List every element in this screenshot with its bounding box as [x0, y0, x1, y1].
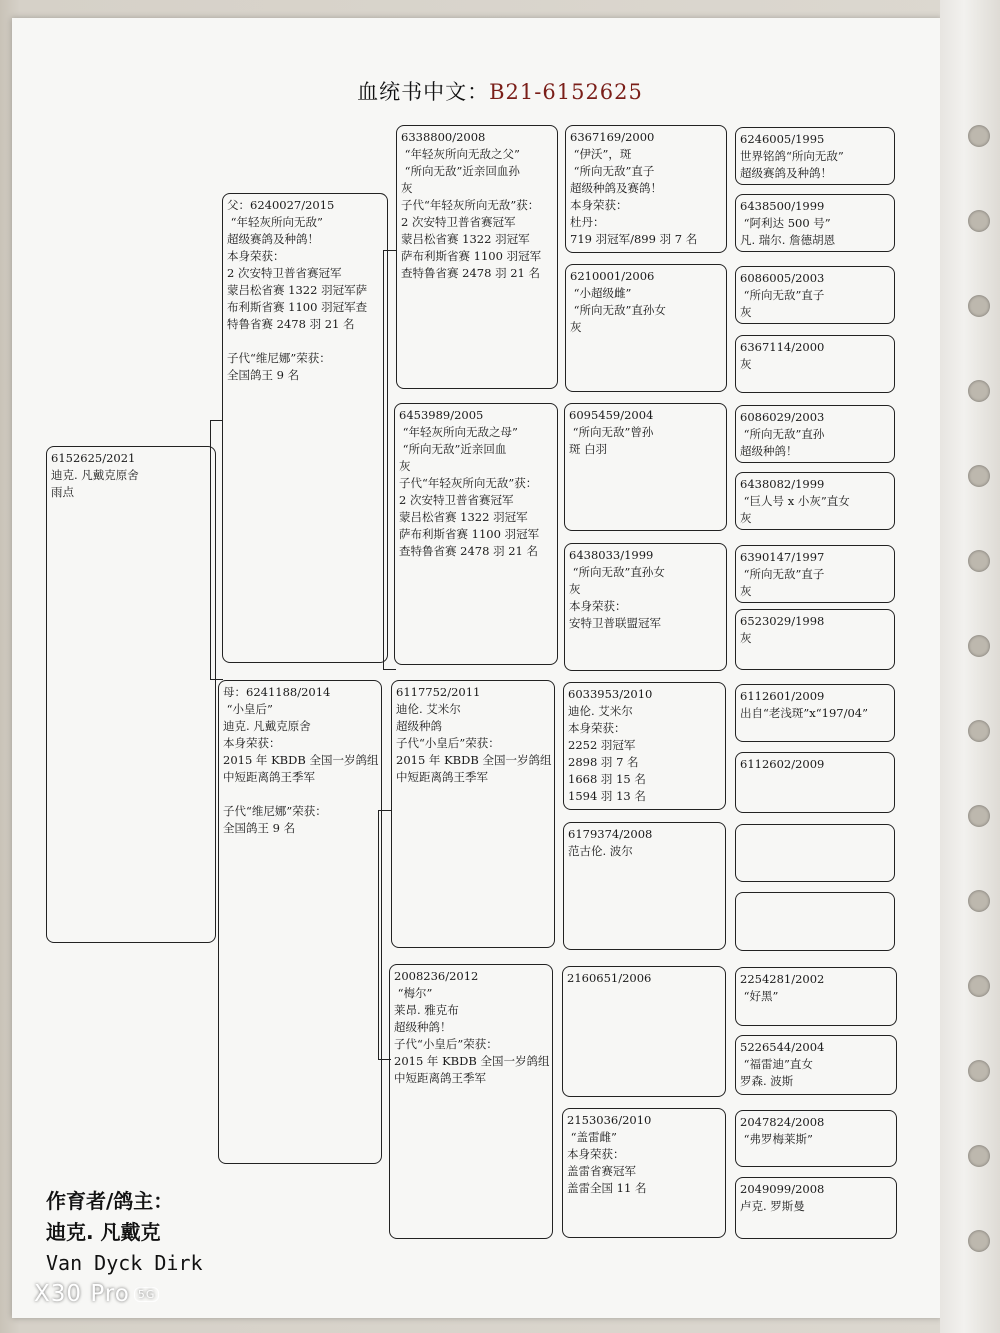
pedigree-line: 世界铭鸽“所向无敌” [740, 149, 844, 163]
pedigree-line: 莱昂. 雅克布 [394, 1003, 459, 1017]
pedigree-line: 2015 年 KBDB 全国一岁鸽组 [394, 1054, 550, 1068]
pedigree-line: 6338800/2008 [401, 130, 486, 144]
pedigree-line: 范古伦. 波尔 [568, 844, 633, 858]
pedigree-line: 超级种鸽！ [740, 444, 798, 458]
pedigree-line: 灰 [740, 631, 752, 645]
pedigree-line: “小皇后” [223, 702, 273, 716]
pedigree-line: 灰 [569, 582, 581, 596]
pedigree-line: 中短距离鸽王季军 [394, 1071, 486, 1085]
pedigree-line: 本身荣获： [569, 599, 627, 613]
gen4-box [735, 1177, 897, 1239]
pedigree-line: 灰 [399, 459, 411, 473]
binder-hole [968, 1230, 990, 1252]
pedigree-line: 本身荣获： [223, 736, 281, 750]
pedigree-line: 灰 [740, 305, 752, 319]
great-grandparent-box [564, 403, 727, 531]
great-grandparent-box [564, 543, 727, 671]
pedigree-line: 6117752/2011 [396, 685, 481, 699]
pedigree-line: 中短距离鸽王季军 [396, 770, 488, 784]
binder-hole [968, 295, 990, 317]
pedigree-line: 子代“维尼娜”荣获： [223, 804, 327, 818]
pedigree-line: 迪克. 凡戴克原舍 [223, 719, 311, 733]
pedigree-line: 2153036/2010 [567, 1113, 652, 1127]
pedigree-line: 5226544/2004 [740, 1040, 825, 1054]
pedigree-line: 6152625/2021 [51, 451, 136, 465]
camera-model: X30 Pro [34, 1281, 130, 1307]
pedigree-line: “伊沃”，斑 [570, 147, 632, 161]
pedigree-line: 6438033/1999 [569, 548, 654, 562]
plastic-sleeve-edge [940, 0, 1000, 1333]
breeder-name-en: Van Dyck Dirk [46, 1251, 203, 1275]
pedigree-line: 特鲁省赛 2478 羽 21 名 [227, 317, 355, 331]
pedigree-line: “年轻灰所向无敌之父” [401, 147, 520, 161]
pedigree-line: 6179374/2008 [568, 827, 653, 841]
pedigree-line: 719 羽冠军/899 羽 7 名 [570, 232, 698, 246]
pedigree-line: 本身荣获： [567, 1147, 625, 1161]
dam-box [218, 680, 382, 1164]
pedigree-line: 超级种鸽及赛鸽！ [570, 181, 662, 195]
pedigree-line: 本身荣获： [570, 198, 628, 212]
pedigree-line: 杜丹： [570, 215, 605, 229]
pedigree-line: 子代“小皇后”荣获： [396, 736, 500, 750]
pedigree-line: 2 次安特卫普省赛冠军 [401, 215, 516, 229]
pedigree-line: 6112602/2009 [740, 757, 825, 771]
gen4-box [735, 335, 895, 393]
pedigree-line: 安特卫普联盟冠军 [569, 616, 661, 630]
pedigree-line: 全国鸽王 9 名 [223, 821, 296, 835]
gen4-box [735, 545, 895, 603]
pedigree-line: 6112601/2009 [740, 689, 825, 703]
pedigree-line: 灰 [740, 357, 752, 371]
pedigree-line: 子代“小皇后”荣获： [394, 1037, 498, 1051]
pedigree-line: “年轻灰所向无敌” [227, 215, 323, 229]
pedigree-line: 本身荣获： [227, 249, 285, 263]
gen4-box [735, 609, 895, 670]
gen4-box [735, 684, 895, 742]
gen4-box [735, 266, 895, 324]
pedigree-line: 1668 羽 15 名 [568, 772, 646, 786]
grandparent-box [394, 403, 558, 665]
breeder-name-cn: 迪克. 凡戴克 [46, 1220, 161, 1244]
pedigree-line: 子代“维尼娜”荣获： [227, 351, 331, 365]
pedigree-line: 超级种鸽！ [394, 1020, 452, 1034]
breeder-block [46, 1186, 203, 1279]
pedigree-line: 6095459/2004 [569, 408, 654, 422]
pedigree-line: 2015 年 KBDB 全国一岁鸽组 [396, 753, 552, 767]
pedigree-line: 2252 羽冠军 [568, 738, 636, 752]
pedigree-line: 2160651/2006 [567, 971, 652, 985]
binder-hole [968, 1145, 990, 1167]
pedigree-line: 灰 [740, 584, 752, 598]
binder-hole [968, 210, 990, 232]
pedigree-line: 盖雷省赛冠军 [567, 1164, 636, 1178]
pedigree-line [223, 786, 377, 803]
pedigree-line: 6438082/1999 [740, 477, 825, 491]
pedigree-line: 2008236/2012 [394, 969, 479, 983]
pedigree-line: “所向无敌”近亲回血 [399, 442, 507, 456]
pedigree-line: 超级种鸽 [396, 719, 442, 733]
binder-hole [968, 635, 990, 657]
pedigree-line: “所向无敌”直子 [570, 164, 655, 178]
great-grandparent-box [565, 264, 727, 392]
pedigree-line: “小超级雌” [570, 286, 632, 300]
pedigree-line: 2015 年 KBDB 全国一岁鸽组 [223, 753, 379, 767]
great-grandparent-box [563, 822, 726, 950]
pedigree-line: 迪克. 凡戴克原舍 [51, 468, 139, 482]
pedigree-line: 布利斯省赛 1100 羽冠军查 [227, 300, 368, 314]
grandparent-box [396, 125, 558, 389]
gen4-box [735, 405, 895, 463]
pedigree-line: “梅尔” [394, 986, 433, 1000]
pedigree-line: 父：6240027/2015 [227, 198, 335, 212]
breeder-label: 作育者/鸽主： [46, 1189, 174, 1213]
pedigree-line: “所向无敌”直孙女 [569, 565, 665, 579]
pedigree-line: 萨布利斯省赛 1100 羽冠军 [401, 249, 542, 263]
pedigree-line: “所向无敌”近亲回血孙 [401, 164, 520, 178]
binder-hole [968, 975, 990, 997]
pedigree-line: 卢克. 罗斯曼 [740, 1199, 805, 1213]
pedigree-line: 盖雷全国 11 名 [567, 1181, 647, 1195]
pedigree-line: “所向无敌”直子 [740, 567, 825, 581]
pedigree-line: 灰 [740, 511, 752, 525]
pedigree-line: 2047824/2008 [740, 1115, 825, 1129]
pedigree-line: 6390147/1997 [740, 550, 825, 564]
pedigree-line: 2049099/2008 [740, 1182, 825, 1196]
pedigree-line: “弗罗梅莱斯” [740, 1132, 813, 1146]
grandparent-box [389, 964, 553, 1239]
gen4-box [735, 1035, 897, 1095]
pedigree-line: 6246005/1995 [740, 132, 825, 146]
pedigree-line: 迪伦. 艾米尔 [396, 702, 461, 716]
pedigree-code: B21-6152625 [489, 80, 643, 104]
pedigree-line: 超级赛鸽及种鸽！ [740, 166, 832, 180]
pedigree-line: 子代“年轻灰所向无敌”获： [399, 476, 538, 490]
page-title [0, 76, 1000, 106]
pedigree-line: 出自“老浅斑”x“197/04” [740, 706, 868, 720]
pedigree-line: 6033953/2010 [568, 687, 653, 701]
grandparent-box [391, 680, 555, 948]
binder-hole [968, 720, 990, 742]
pedigree-line: 雨点 [51, 485, 74, 499]
pedigree-line: “所向无敌”直子 [740, 288, 825, 302]
camera-watermark [34, 1281, 159, 1307]
pedigree-line: “所向无敌”曾孙 [569, 425, 654, 439]
pedigree-line: “好黑” [740, 989, 779, 1003]
pedigree-line: “年轻灰所向无敌之母” [399, 425, 518, 439]
binder-hole [968, 125, 990, 147]
great-grandparent-box [562, 966, 726, 1097]
binder-hole [968, 380, 990, 402]
binder-hole [968, 805, 990, 827]
pedigree-line: 全国鸽王 9 名 [227, 368, 300, 382]
pedigree-line: “盖雷雌” [567, 1130, 617, 1144]
great-grandparent-box [562, 1108, 726, 1238]
pedigree-line: 查特鲁省赛 2478 羽 21 名 [399, 544, 539, 558]
pedigree-line: 6523029/1998 [740, 614, 825, 628]
pedigree-line: “阿利达 500 号” [740, 216, 831, 230]
pedigree-line [227, 333, 383, 350]
pedigree-line: 凡. 瑞尔. 詹德胡恩 [740, 233, 836, 247]
pedigree-line: “所向无敌”直孙女 [570, 303, 666, 317]
pedigree-line: “巨人号 x 小灰”直女 [740, 494, 850, 508]
pedigree-line: 查特鲁省赛 2478 羽 21 名 [401, 266, 541, 280]
gen4-box [735, 892, 895, 951]
pedigree-line: 6086029/2003 [740, 410, 825, 424]
pedigree-line: 6453989/2005 [399, 408, 484, 422]
pedigree-line: 迪伦. 艾米尔 [568, 704, 633, 718]
pedigree-line: 蒙吕松省赛 1322 羽冠军 [401, 232, 530, 246]
gen4-box [735, 472, 895, 530]
pedigree-line: 6367169/2000 [570, 130, 655, 144]
pedigree-line: 母：6241188/2014 [223, 685, 331, 699]
pedigree-line: 蒙吕松省赛 1322 羽冠军萨 [227, 283, 368, 297]
gen4-box [735, 194, 895, 252]
pedigree-line: 本身荣获： [568, 721, 626, 735]
pedigree-line: 罗森. 波斯 [740, 1074, 794, 1088]
network-badge: 5G [134, 1287, 160, 1302]
pigeon-box [46, 446, 216, 943]
pedigree-line: 斑 白羽 [569, 442, 608, 456]
pedigree-line: 灰 [570, 320, 582, 334]
binder-hole [968, 890, 990, 912]
pedigree-line: 蒙吕松省赛 1322 羽冠军 [399, 510, 528, 524]
binder-hole [968, 550, 990, 572]
pedigree-line: 2 次安特卫普省赛冠军 [227, 266, 342, 280]
great-grandparent-box [565, 125, 727, 253]
pedigree-line: 2898 羽 7 名 [568, 755, 639, 769]
pedigree-line: 1594 羽 13 名 [568, 789, 646, 803]
pedigree-line: 中短距离鸽王季军 [223, 770, 315, 784]
pedigree-line: 6086005/2003 [740, 271, 825, 285]
gen4-box [735, 967, 897, 1026]
pedigree-line: “福雷迪”直女 [740, 1057, 813, 1071]
pedigree-line: 灰 [401, 181, 413, 195]
pedigree-line: 6367114/2000 [740, 340, 825, 354]
pedigree-line: 萨布利斯省赛 1100 羽冠军 [399, 527, 540, 541]
pedigree-line: 6438500/1999 [740, 199, 825, 213]
pedigree-line: “所向无敌”直孙 [740, 427, 825, 441]
sire-box [222, 193, 388, 663]
binder-hole [968, 1060, 990, 1082]
gen4-box [735, 752, 895, 813]
pedigree-line: 2 次安特卫普省赛冠军 [399, 493, 514, 507]
pedigree-line: 6210001/2006 [570, 269, 655, 283]
pedigree-line: 子代“年轻灰所向无敌”获： [401, 198, 540, 212]
gen4-box [735, 824, 895, 882]
gen4-box [735, 127, 895, 185]
pedigree-line: 超级赛鸽及种鸽！ [227, 232, 319, 246]
gen4-box [735, 1110, 897, 1167]
great-grandparent-box [563, 682, 726, 810]
title-label: 血统书中文： [357, 80, 490, 104]
binder-hole [968, 465, 990, 487]
pedigree-line: 2254281/2002 [740, 972, 825, 986]
